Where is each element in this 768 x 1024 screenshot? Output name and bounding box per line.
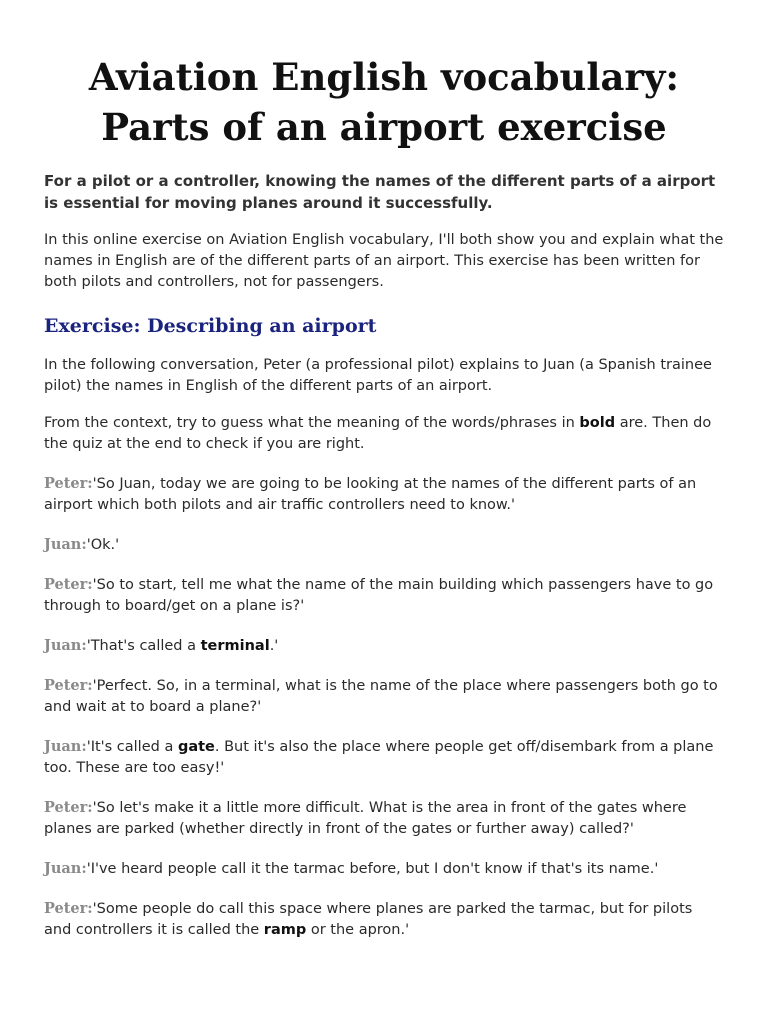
dialogue-turn [44, 898, 724, 941]
instruction-bold-word: bold [579, 415, 616, 431]
turn-text-after: .' [269, 638, 279, 654]
context-paragraph: In the following conversation, Peter (a professional pilot) explains to Juan (a Spanish trainee pilot) the names in English of the different parts of an airport. [44, 357, 712, 394]
speaker-name: Juan: [44, 637, 87, 654]
title-line-2: Parts of an airport exercise [101, 105, 667, 149]
turn-text-after: or the apron.' [306, 922, 410, 938]
turn-text-after: . But it's also the place where people get off/disembark from a plane too. These are too easy!' [44, 739, 714, 776]
speaker-name: Peter: [44, 475, 93, 492]
dialogue-turn [44, 858, 724, 880]
turn-text: 'Some people do call this space where planes are parked the tarmac, but for pilots and controllers it is called the [44, 901, 693, 938]
speaker-name: Juan: [44, 860, 87, 877]
dialogue-turn [44, 574, 724, 617]
speaker-name: Juan: [44, 738, 87, 755]
instruction-text-before: From the context, try to guess what the meaning of the words/phrases in [44, 415, 580, 431]
turn-text: 'Ok.' [86, 537, 120, 553]
vocab-term: ramp [263, 922, 307, 938]
turn-text: 'It's called a [86, 739, 178, 755]
speaker-name: Peter: [44, 677, 93, 694]
vocab-term: terminal [200, 638, 270, 654]
intro-paragraph: In this online exercise on Aviation English vocabulary, I'll both show you and explain what the names in English are of the different parts of an airport. This exercise has been written for both pilots and controllers, not for passengers. [44, 232, 724, 290]
turn-text: 'That's called a [86, 638, 201, 654]
instruction-text-after: are. Then do the quiz at the end to check if you are right. [44, 415, 712, 452]
dialogue-turn [44, 473, 724, 516]
dialogue-turn [44, 534, 724, 556]
speaker-name: Peter: [44, 799, 93, 816]
dialogue-turn [44, 797, 724, 840]
turn-text: 'I've heard people call it the tarmac before, but I don't know if that's its name.' [86, 861, 659, 877]
turn-text: 'So Juan, today we are going to be looking at the names of the different parts of an airport which both pilots and air traffic controllers need to know.' [44, 476, 697, 513]
section-heading: Exercise: Describing an airport [44, 315, 377, 337]
speaker-name: Juan: [44, 536, 87, 553]
turn-text: 'So to start, tell me what the name of the main building which passengers have to go through to board/get on a plane is?' [44, 577, 714, 614]
page-title [44, 0, 724, 152]
vocab-term: gate [177, 739, 215, 755]
dialogue [44, 473, 724, 941]
title-line-1: Aviation English vocabulary: [88, 55, 680, 99]
dialogue-turn [44, 675, 724, 718]
speaker-name: Peter: [44, 900, 93, 917]
dialogue-turn [44, 736, 724, 779]
dialogue-turn [44, 635, 724, 657]
turn-text: 'So let's make it a little more difficult. What is the area in front of the gates where planes are parked (whether directly in front of the gates or further away) called?' [44, 800, 687, 837]
speaker-name: Peter: [44, 576, 93, 593]
instruction-paragraph [44, 413, 724, 455]
turn-text: 'Perfect. So, in a terminal, what is the name of the place where passengers both go to and wait at to board a plane?' [44, 678, 718, 715]
lead-paragraph: For a pilot or a controller, knowing the names of the different parts of a airport is essential for moving planes around it successfully. [44, 172, 716, 212]
